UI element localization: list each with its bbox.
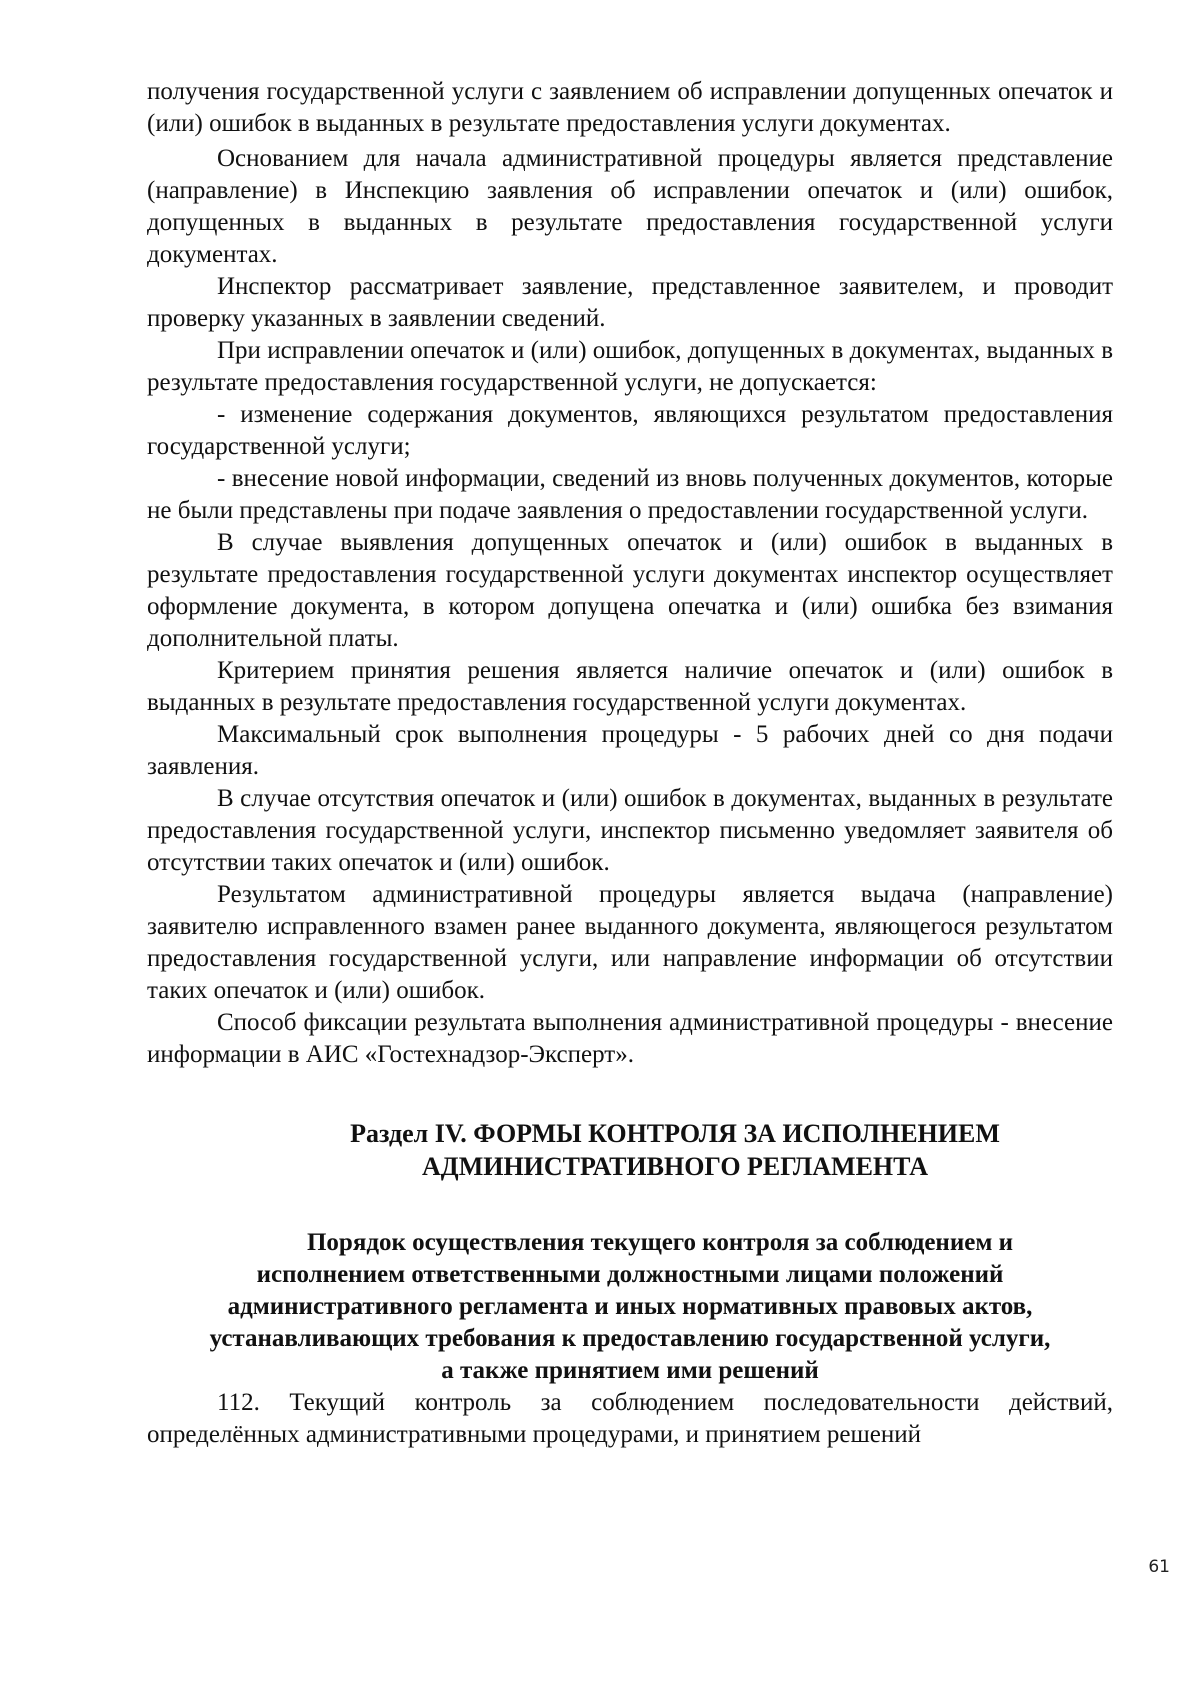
section-title-line-1: Раздел IV. ФОРМЫ КОНТРОЛЯ ЗА ИСПОЛНЕНИЕМ: [350, 1119, 1000, 1148]
subsection-title-line-4: устанавливающих требования к предоставлению государственной услуги,: [209, 1325, 1051, 1352]
paragraph-fixation-method: Способ фиксации результата выполнения административной процедуры - внесение информации в АИС «Гостехнадзор-Эксперт».: [147, 1009, 1113, 1068]
subsection-title-line-2: исполнением ответственными должностными лицами положений: [256, 1261, 1004, 1288]
paragraph-procedure-result: Результатом административной процедуры является выдача (направление) заявителю исправленного взамен ранее выданного документа, являющегося результатом предоставления государственной услуги, или направление информации об отсутствии таких опечаток и (или) ошибок.: [147, 881, 1113, 1004]
subsection-title-line-1: [147, 1227, 1113, 1259]
document-body: [147, 76, 1113, 1451]
subsection-title-line-3: административного регламента и иных нормативных правовых актов,: [227, 1293, 1033, 1320]
paragraph-procedure-basis: Основанием для начала административной процедуры является представление (направление) в Инспекцию заявления об исправлении опечаток и (или) ошибок, допущенных в выданных в результате предоставления государственной услуги документах.: [147, 145, 1113, 268]
paragraph-not-allowed: При исправлении опечаток и (или) ошибок, допущенных в документах, выданных в результате предоставления государственной услуги, не допускается:: [147, 337, 1113, 396]
paragraph-inspector-review: Инспектор рассматривает заявление, представленное заявителем, и проводит проверку указанных в заявлении сведений.: [147, 273, 1113, 332]
paragraph-list-item-2: - внесение новой информации, сведений из вновь полученных документов, которые не были представлены при подаче заявления о предоставлении государственной услуги.: [147, 465, 1113, 524]
paragraph-list-item-1: - изменение содержания документов, являющихся результатом предоставления государственной услуги;: [147, 401, 1113, 460]
subsection-title-line-5: а также принятием ими решений: [441, 1357, 819, 1384]
paragraph-decision-criterion: Критерием принятия решения является наличие опечаток и (или) ошибок в выданных в результате предоставления государственной услуги документах.: [147, 657, 1113, 716]
paragraph-max-term: Максимальный срок выполнения процедуры - 5 рабочих дней со дня подачи заявления.: [147, 721, 1113, 780]
paragraph-continuation: получения государственной услуги с заявлением об исправлении допущенных опечаток и (или) ошибок в выданных в результате предоставления услуги документах.: [147, 78, 1113, 137]
paragraph-no-errors: В случае отсутствия опечаток и (или) ошибок в документах, выданных в результате предоставления государственной услуги, инспектор письменно уведомляет заявителя об отсутствии таких опечаток и (или) ошибок.: [147, 785, 1113, 876]
paragraph-112: 112. Текущий контроль за соблюдением последовательности действий, определённых административными процедурами, и принятием решений: [147, 1389, 1113, 1448]
subsection-title: [147, 1227, 1113, 1387]
section-title: [147, 1117, 1113, 1183]
page-number: 61: [1148, 1557, 1170, 1577]
paragraph-errors-found: В случае выявления допущенных опечаток и (или) ошибок в выданных в результате предоставления государственной услуги документах инспектор осуществляет оформление документа, в котором допущена опечатка и (или) ошибка без взимания дополнительной платы.: [147, 529, 1113, 652]
section-title-line-2: АДМИНИСТРАТИВНОГО РЕГЛАМЕНТА: [422, 1152, 928, 1181]
subsection-title-line-1-text: Порядок осуществления текущего контроля за соблюдением и: [306, 1229, 1014, 1256]
